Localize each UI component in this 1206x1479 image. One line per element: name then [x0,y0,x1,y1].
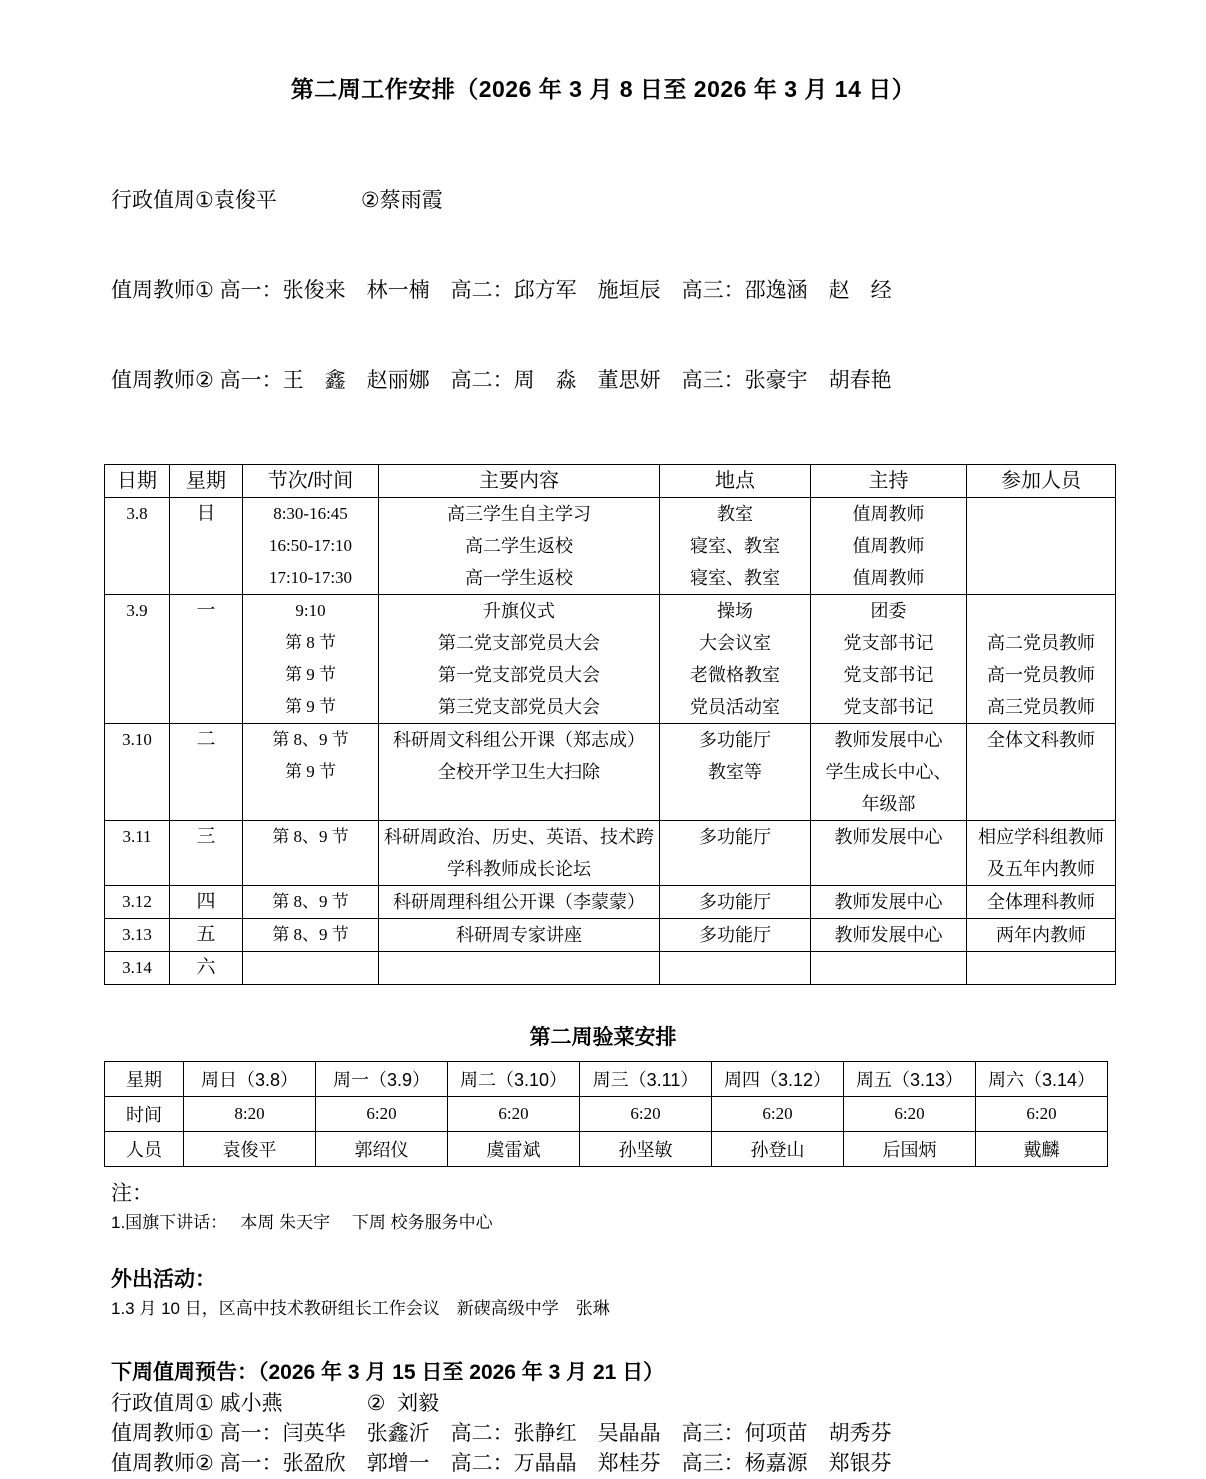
cell-line: 值周教师 [852,503,925,524]
table-row [105,594,1116,723]
cell-main-content [379,723,660,820]
inspection-cell-weekday: 周六（3.14） [976,1061,1108,1096]
cell-period-time [243,594,379,723]
notes-heading: 注： [111,1181,153,1205]
cell-line: 党支部书记 [843,664,934,685]
inspection-row-label: 时间 [105,1096,184,1131]
cell-location [660,723,811,820]
cell-line: 操场 [717,600,753,621]
inspection-cell-person: 戴麟 [976,1131,1108,1166]
cell-line: 党员活动室 [690,696,780,717]
table-row [105,951,1116,984]
column-header-host: 主持 [811,464,967,497]
outing-item: 1.3 月 10 日，区高中技术教研组长工作会议 新碶高级中学 张琳 [111,1298,610,1318]
cell-host [811,497,967,594]
cell-line: 值周教师 [852,567,925,588]
cell-main-content [379,594,660,723]
cell-line: 相应学科组教师 [978,826,1104,847]
cell-participants [967,885,1116,918]
cell-main-content [379,885,660,918]
inspection-table-title: 第二周验菜安排 [529,1025,677,1049]
cell-host [811,820,967,885]
cell-period-time [243,497,379,594]
cell-line: 教室 [717,503,753,524]
cell-line: 第 8、9 节 [272,924,349,944]
cell-line: 寝室、教室 [690,535,780,556]
cell-participants [967,951,1116,984]
cell-participants [967,820,1116,885]
cell-line: 多功能厅 [699,891,771,912]
cell-weekday: 二 [170,723,243,820]
cell-host [811,951,967,984]
cell-line: 9:10 [295,600,326,620]
cell-location [660,594,811,723]
cell-line: 高一学生返校 [465,567,573,588]
next-week-title: 下周值周预告：（2026 年 3 月 15 日至 2026 年 3 月 21 日） [111,1360,665,1384]
cell-location [660,820,811,885]
cell-date: 3.11 [105,820,170,885]
inspection-cell-weekday: 周三（3.11） [580,1061,712,1096]
cell-line: 高三党员教师 [987,696,1095,717]
cell-host [811,885,967,918]
column-header-date: 日期 [105,464,170,497]
cell-weekday: 日 [170,497,243,594]
cell-line: 17:10-17:30 [268,567,353,587]
notes-section [0,1167,1206,1479]
inspection-cell-weekday: 周二（3.10） [448,1061,580,1096]
cell-main-content [379,820,660,885]
cell-line: 高三学生自主学习 [447,503,591,524]
duty-teacher-line-2: 值周教师② 高一：王 鑫 赵丽娜 高二：周 淼 董思妍 高三：张豪宇 胡春艳 [111,368,892,392]
cell-line: 第二党支部党员大会 [438,632,600,653]
column-header-weekday: 星期 [170,464,243,497]
cell-line: 年级部 [861,793,916,814]
cell-date: 3.9 [105,594,170,723]
table-row [105,820,1116,885]
cell-date: 3.8 [105,497,170,594]
page-title: 第二周工作安排（2026 年 3 月 8 日至 2026 年 3 月 14 日） [290,76,916,102]
inspection-cell-time: 6:20 [976,1096,1108,1131]
cell-line: 学生成长中心、 [825,761,952,782]
cell-line: 全体理科教师 [987,891,1095,912]
cell-line: 8:30-16:45 [273,503,348,523]
table-header-row [105,464,1116,497]
next-week-teacher-line-2: 值周教师② 高一：张盈欣 郭增一 高二：万晶晶 郑桂芬 高三：杨嘉源 郑银芬 [111,1451,892,1475]
cell-line: 值周教师 [852,535,925,556]
cell-line: 第 8、9 节 [272,891,349,911]
cell-period-time [243,820,379,885]
cell-participants [967,918,1116,951]
cell-line: 科研周文科组公开课（郑志成） [393,729,645,750]
inspection-cell-weekday: 周五（3.13） [844,1061,976,1096]
cell-line: 高二学生返校 [465,535,573,556]
inspection-cell-time: 6:20 [712,1096,844,1131]
inspection-row-weekday [105,1061,1108,1096]
cell-line: 全校开学卫生大扫除 [438,761,600,782]
cell-period-time [243,951,379,984]
inspection-row-person [105,1131,1108,1166]
admin-duty-line: 行政值周①袁俊平 ②蔡雨霞 [111,188,443,212]
cell-line: 多功能厅 [699,826,771,847]
cell-location [660,885,811,918]
cell-line: 党支部书记 [843,632,934,653]
note-item: 1.国旗下讲话： 本周 朱天宇 下周 校务服务中心 [111,1212,493,1232]
inspection-cell-weekday: 周四（3.12） [712,1061,844,1096]
cell-location [660,951,811,984]
cell-line: 大会议室 [699,632,771,653]
cell-line: 团委 [870,600,907,621]
cell-line: 科研周理科组公开课（李蒙蒙） [393,891,645,912]
cell-main-content [379,918,660,951]
schedule-table-wrapper [0,464,1206,985]
cell-participants [967,497,1116,594]
cell-host [811,918,967,951]
cell-line: 第 8、9 节 [272,826,349,846]
table-row [105,723,1116,820]
outing-heading: 外出活动： [111,1267,216,1291]
inspection-cell-time: 6:20 [316,1096,448,1131]
inspection-cell-time: 6:20 [448,1096,580,1131]
duty-header-block [0,126,1206,456]
inspection-row-label: 星期 [105,1061,184,1096]
inspection-cell-person: 袁俊平 [184,1131,316,1166]
cell-line: 学科教师成长论坛 [447,858,591,879]
inspection-cell-time: 6:20 [580,1096,712,1131]
table-row [105,918,1116,951]
schedule-table-body [105,497,1116,984]
inspection-table-body [105,1061,1108,1166]
cell-line: 第一党支部党员大会 [438,664,600,685]
cell-line: 第 9 节 [285,664,336,684]
schedule-table [104,464,1116,985]
cell-line: 第 8 节 [285,632,336,652]
cell-host [811,594,967,723]
cell-host [811,723,967,820]
cell-line: 高一党员教师 [987,664,1095,685]
cell-line: 教师发展中心 [834,729,943,750]
inspection-cell-person: 郭绍仪 [316,1131,448,1166]
cell-line: 第 9 节 [285,696,336,716]
cell-line: 多功能厅 [699,729,771,750]
cell-participants [967,594,1116,723]
cell-date: 3.14 [105,951,170,984]
cell-weekday: 五 [170,918,243,951]
inspection-cell-person: 后国炳 [844,1131,976,1166]
inspection-cell-weekday: 周一（3.9） [316,1061,448,1096]
inspection-table-wrapper [0,1061,1206,1167]
outing-list [111,1295,1206,1323]
cell-line: 寝室、教室 [690,567,780,588]
column-header-period-time: 节次/时间 [243,464,379,497]
inspection-cell-weekday: 周日（3.8） [184,1061,316,1096]
inspection-cell-person: 虞雷斌 [448,1131,580,1166]
cell-main-content [379,951,660,984]
cell-period-time [243,885,379,918]
cell-line: 教师发展中心 [834,891,943,912]
cell-period-time [243,723,379,820]
column-header-location: 地点 [660,464,811,497]
inspection-cell-person: 孙登山 [712,1131,844,1166]
column-header-main-content: 主要内容 [379,464,660,497]
cell-weekday: 六 [170,951,243,984]
cell-line: 科研周专家讲座 [456,924,582,945]
cell-line: 第 9 节 [285,761,336,781]
cell-line: 教室等 [708,761,762,782]
cell-main-content [379,497,660,594]
cell-date: 3.10 [105,723,170,820]
inspection-cell-time: 8:20 [184,1096,316,1131]
cell-line: 高二党员教师 [987,632,1095,653]
cell-line: 两年内教师 [996,924,1086,945]
cell-line: 第 8、9 节 [272,729,349,749]
inspection-cell-person: 孙坚敏 [580,1131,712,1166]
cell-period-time [243,918,379,951]
cell-line: 16:50-17:10 [268,535,353,555]
inspection-row-time [105,1096,1108,1131]
cell-weekday: 四 [170,885,243,918]
cell-location [660,918,811,951]
inspection-cell-time: 6:20 [844,1096,976,1131]
cell-line: 第三党支部党员大会 [438,696,600,717]
cell-line: 老微格教室 [690,664,780,685]
notes-list [111,1209,1206,1237]
table-row [105,885,1116,918]
cell-line: 及五年内教师 [987,858,1095,879]
inspection-row-label: 人员 [105,1131,184,1166]
cell-line: 全体文科教师 [987,729,1095,750]
cell-line: 科研周政治、历史、英语、技术跨 [384,826,654,847]
cell-line: 教师发展中心 [834,924,943,945]
cell-weekday: 三 [170,820,243,885]
next-week-admin-line: 行政值周① 戚小燕 ② 刘毅 [111,1391,440,1415]
cell-line: 党支部书记 [843,696,934,717]
column-header-participants: 参加人员 [967,464,1116,497]
cell-line: 升旗仪式 [483,600,555,621]
table-row [105,497,1116,594]
inspection-table [104,1061,1108,1167]
cell-date: 3.12 [105,885,170,918]
cell-line: 教师发展中心 [834,826,943,847]
cell-participants [967,723,1116,820]
cell-line: 多功能厅 [699,924,771,945]
next-week-teacher-line-1: 值周教师① 高一：闫英华 张鑫沂 高二：张静红 吴晶晶 高三：何项苗 胡秀芬 [111,1421,892,1445]
cell-location [660,497,811,594]
cell-date: 3.13 [105,918,170,951]
cell-weekday: 一 [170,594,243,723]
duty-teacher-line-1: 值周教师① 高一：张俊来 林一楠 高二：邱方军 施垣辰 高三：邵逸涵 赵 经 [111,278,892,302]
